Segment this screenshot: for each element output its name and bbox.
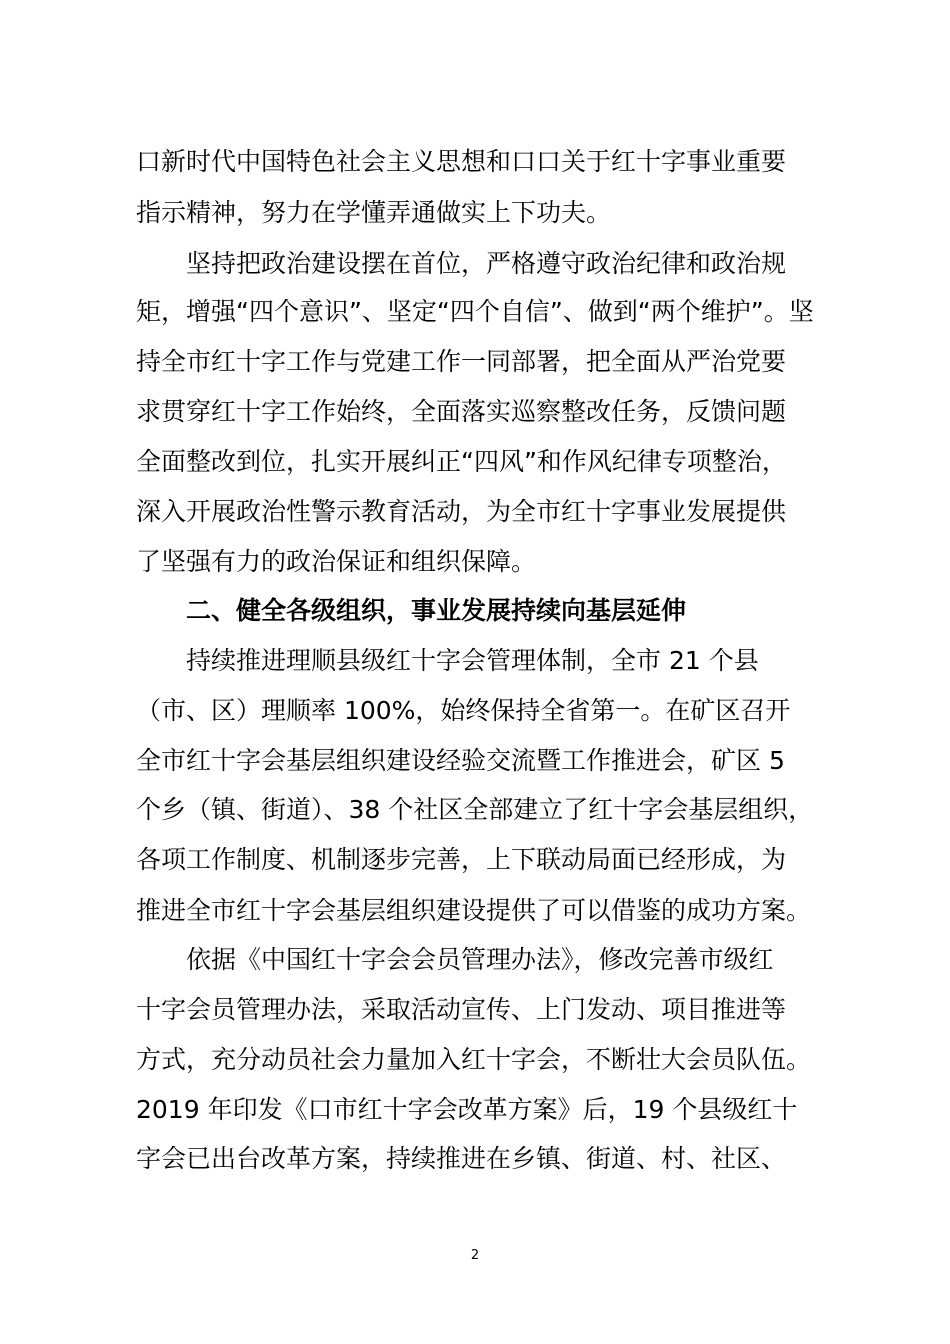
text-line: 全面整改到位，扎实开展纠正“四风”和作风纪律专项整治，	[136, 447, 787, 476]
text-line: 字会已出台改革方案，持续推进在乡镇、街道、村、社区、	[136, 1144, 787, 1173]
text-line: 十字会员管理办法，采取活动宣传、上门发动、项目推进等	[136, 995, 787, 1024]
text-line: 依据《中国红十字会会员管理办法》，修改完善市级红	[136, 945, 774, 974]
text-line: 求贯穿红十字工作始终，全面落实巡察整改任务，反馈问题	[136, 397, 787, 426]
text-line: 深入开展政治性警示教育活动，为全市红十字事业发展提供	[136, 497, 787, 526]
text-line: 指示精神，努力在学懂弄通做实上下功夫。	[136, 198, 612, 227]
text-line: 持全市红十字工作与党建工作一同部署，把全面从严治党要	[136, 347, 787, 376]
text-line: 推进全市红十字会基层组织建设提供了可以借鉴的成功方案。	[136, 896, 812, 925]
section-heading: 二、健全各级组织，事业发展持续向基层延伸	[136, 596, 687, 625]
text-line: 矩，增强“四个意识”、坚定“四个自信”、做到“两个维护”。坚	[136, 297, 814, 326]
text-line: 个乡（镇、街道）、38 个社区全部建立了红十字会基层组织，	[136, 795, 814, 824]
text-line: 各项工作制度、机制逐步完善，上下联动局面已经形成，为	[136, 845, 787, 874]
text-line: 全市红十字会基层组织建设经验交流暨工作推进会，矿区 5	[136, 746, 785, 775]
text-line: （市、区）理顺率 100%，始终保持全省第一。在矿区召开	[136, 696, 791, 725]
text-line: 口新时代中国特色社会主义思想和口口关于红十字事业重要	[136, 147, 787, 176]
text-line: 方式，充分动员社会力量加入红十字会，不断壮大会员队伍。	[136, 1045, 812, 1074]
text-line: 坚持把政治建设摆在首位，严格遵守政治纪律和政治规	[136, 249, 787, 278]
page-number: 2	[470, 1248, 480, 1263]
text-line: 2019 年印发《口市红十字会改革方案》后，19 个县级红十	[136, 1095, 798, 1124]
text-line: 持续推进理顺县级红十字会管理体制，全市 21 个县	[136, 646, 759, 675]
text-line: 了坚强有力的政治保证和组织保障。	[136, 547, 537, 576]
